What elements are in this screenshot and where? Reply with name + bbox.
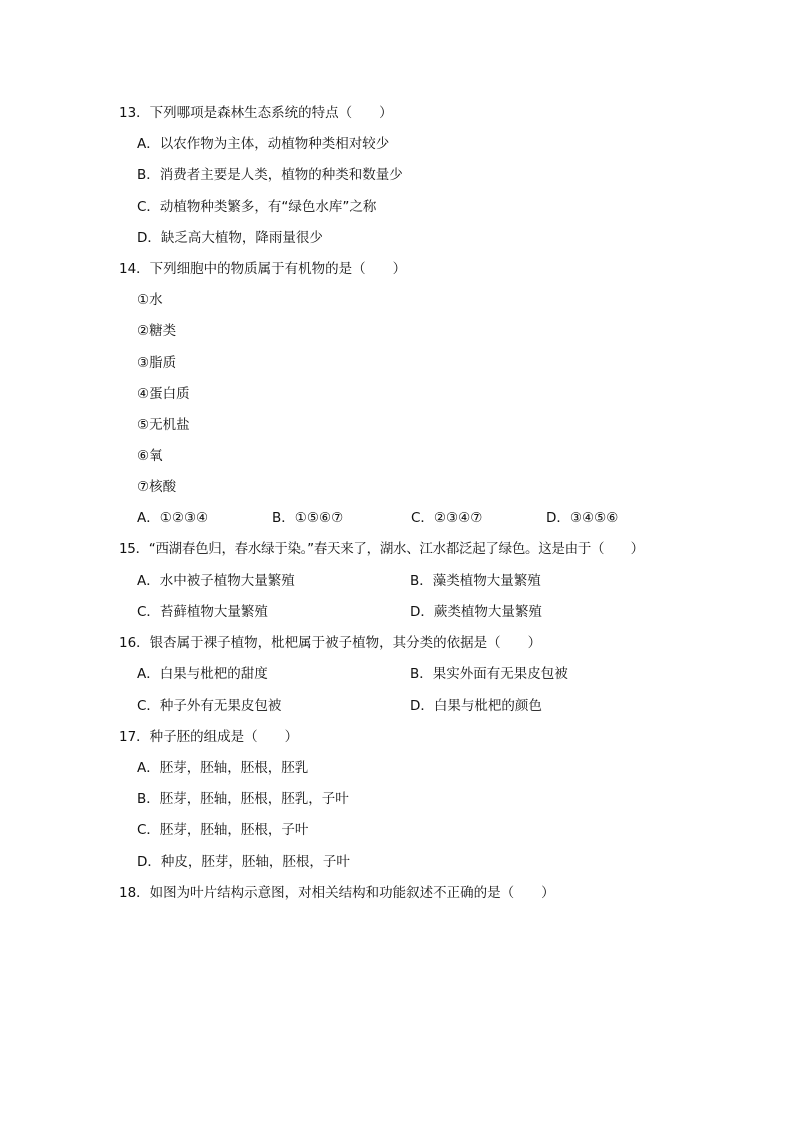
- question-14-option-d: D．③④⑤⑥: [546, 510, 619, 526]
- question-14-option-a: A．①②③④: [137, 510, 209, 526]
- question-14-option-c: C．②③④⑦: [411, 510, 483, 526]
- question-14-item-3: ③脂质: [137, 355, 177, 371]
- question-13-option-c: C．动植物种类繁多，有“绿色水库”之称: [137, 199, 377, 215]
- question-14-stem: 14．下列细胞中的物质属于有机物的是（ ）: [119, 261, 407, 277]
- question-14-option-b: B．①⑤⑥⑦: [272, 510, 344, 526]
- question-15-stem: 15．“西湖春色归，春水绿于染。”春天来了，湖水、江水都泛起了绿色。这是由于（ ）: [119, 541, 644, 557]
- question-14-item-5: ⑤无机盐: [137, 417, 190, 433]
- question-17-option-a: A．胚芽，胚轴，胚根，胚乳: [137, 760, 309, 776]
- question-16-option-d: D．白果与枇杷的颜色: [410, 698, 542, 714]
- question-16-option-c: C．种子外有无果皮包被: [137, 698, 282, 714]
- question-18-stem: 18．如图为叶片结构示意图，对相关结构和功能叙述不正确的是（ ）: [119, 885, 555, 901]
- question-14-item-6: ⑥氧: [137, 448, 163, 464]
- question-14-item-4: ④蛋白质: [137, 386, 190, 402]
- question-17-option-c: C．胚芽，胚轴，胚根，子叶: [137, 822, 309, 838]
- question-15-option-b: B．藻类植物大量繁殖: [410, 573, 541, 589]
- question-16-stem: 16．银杏属于裸子植物，枇杷属于被子植物，其分类的依据是（ ）: [119, 635, 542, 651]
- question-17-option-b: B．胚芽，胚轴，胚根，胚乳，子叶: [137, 791, 349, 807]
- question-15-option-a: A．水中被子植物大量繁殖: [137, 573, 295, 589]
- question-14-item-7: ⑦核酸: [137, 479, 177, 495]
- question-15-option-d: D．蕨类植物大量繁殖: [410, 604, 542, 620]
- question-14-item-2: ②糖类: [137, 323, 177, 339]
- question-13-option-b: B．消费者主要是人类，植物的种类和数量少: [137, 167, 403, 183]
- question-17-stem: 17．种子胚的组成是（ ）: [119, 729, 299, 745]
- question-13-option-d: D．缺乏高大植物，降雨量很少: [137, 230, 323, 246]
- question-17-option-d: D．种皮，胚芽，胚轴，胚根，子叶: [137, 854, 350, 870]
- question-16-option-b: B．果实外面有无果皮包被: [410, 666, 568, 682]
- question-15-option-c: C．苔藓植物大量繁殖: [137, 604, 268, 620]
- question-13-option-a: A．以农作物为主体，动植物种类相对较少: [137, 136, 390, 152]
- question-16-option-a: A．白果与枇杷的甜度: [137, 666, 268, 682]
- question-14-item-1: ①水: [137, 292, 163, 308]
- question-13-stem: 13．下列哪项是森林生态系统的特点（ ）: [119, 105, 393, 121]
